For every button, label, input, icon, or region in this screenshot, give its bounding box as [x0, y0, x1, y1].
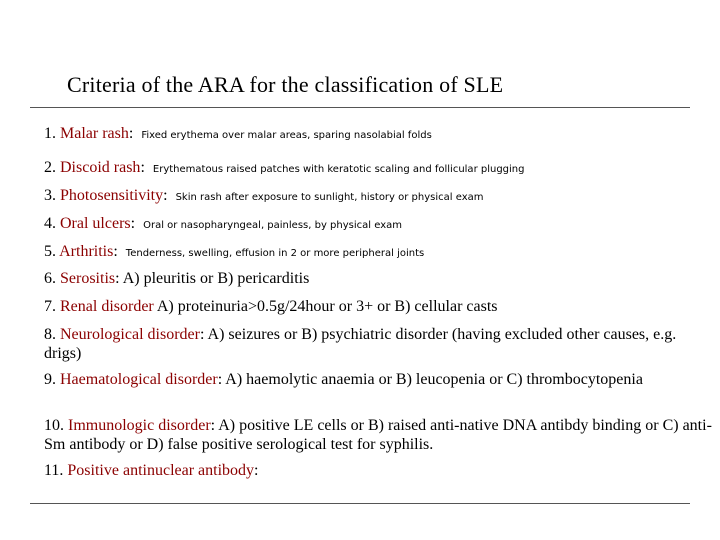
criterion-name: Photosensitivity [60, 187, 164, 204]
criterion-8 [44, 325, 712, 363]
bottom-divider [30, 503, 690, 504]
criterion-text: A) pleuritis or B) pericarditis [122, 270, 310, 287]
criterion-separator: : [163, 187, 168, 204]
criterion-number: 1. [44, 125, 56, 142]
criterion-number: 9. [44, 371, 56, 388]
criterion-text: A) seizures or B) psychiatric disorder (having excluded other causes, e.g. drigs) [44, 326, 677, 362]
criterion-number: 2. [44, 159, 56, 176]
criterion-description: Erythematous raised patches with keratotic scaling and follicular plugging [152, 164, 525, 175]
criterion-separator: : [128, 125, 134, 142]
criterion-separator: : [199, 326, 205, 343]
criterion-11 [44, 461, 712, 480]
criterion-separator: : [217, 371, 223, 388]
criterion-number: 5. [44, 243, 56, 260]
criterion-name: Oral ulcers [60, 215, 131, 232]
criterion-name: Haematological disorder [60, 371, 218, 388]
criterion-2 [44, 158, 712, 179]
criterion-7 [44, 297, 712, 316]
criterion-text: A) haemolytic anaemia or B) leucopenia or C) thrombocytopenia [225, 371, 643, 388]
criterion-text: A) positive LE cells or B) raised anti-native DNA antibdy binding or C) anti-Sm antibody or D) false positive serological test for syphilis. [44, 417, 712, 453]
criterion-9 [44, 370, 712, 389]
criterion-description: Oral or nasopharyngeal, painless, by physical exam [143, 220, 402, 231]
criterion-1 [44, 124, 712, 145]
criterion-separator: : [140, 159, 145, 176]
criterion-name: Arthritis [59, 243, 114, 260]
criterion-6 [44, 269, 712, 288]
criterion-description: Fixed erythema over malar areas, sparing nasolabial folds [141, 130, 432, 141]
criterion-separator: : [130, 215, 136, 232]
criterion-name: Serositis [60, 270, 116, 287]
criterion-5 [44, 242, 712, 263]
criterion-separator: : [254, 462, 259, 479]
criterion-number: 8. [44, 326, 56, 343]
criterion-name: Renal disorder [60, 298, 154, 315]
page-title: Criteria of the ARA for the classification of SLE [67, 72, 504, 97]
criterion-name: Neurological disorder [60, 326, 200, 343]
title-divider [30, 107, 690, 108]
criterion-name: Discoid rash [60, 159, 141, 176]
criterion-description: Skin rash after exposure to sunlight, history or physical exam [175, 192, 484, 203]
criterion-separator: : [113, 243, 118, 260]
criterion-number: 11. [44, 462, 64, 479]
criterion-3 [44, 186, 712, 207]
criterion-name: Malar rash [60, 125, 129, 142]
criterion-4 [44, 214, 712, 235]
criterion-10 [44, 416, 712, 454]
criterion-separator: : [115, 270, 120, 287]
criterion-number: 4. [44, 215, 56, 232]
criterion-text: A) proteinuria>0.5g/24hour or 3+ or B) cellular casts [156, 298, 498, 315]
criterion-name: Immunologic disorder [68, 417, 211, 434]
criterion-name: Positive antinuclear antibody [67, 462, 255, 479]
criterion-number: 6. [44, 270, 56, 287]
criterion-number: 7. [44, 298, 56, 315]
criterion-description: Tenderness, swelling, effusion in 2 or more peripheral joints [125, 248, 425, 259]
criterion-number: 3. [44, 187, 56, 204]
criterion-number: 10. [44, 417, 64, 434]
criterion-separator: : [210, 417, 216, 434]
